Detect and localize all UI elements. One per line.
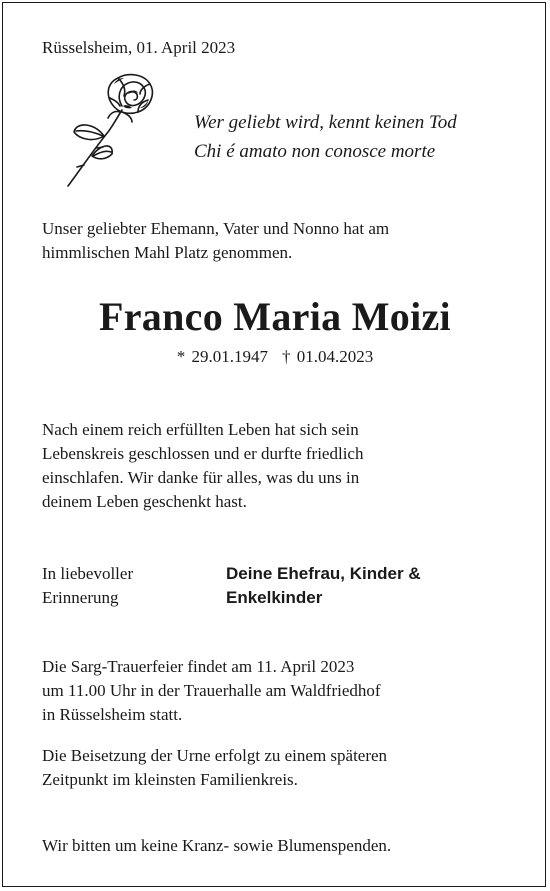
intro-line: Unser geliebter Ehemann, Vater und Nonno hat am xyxy=(42,219,390,238)
signers-line: Enkelkinder xyxy=(226,588,323,607)
deceased-name: Franco Maria Moizi xyxy=(99,294,451,339)
burial-line: Die Beisetzung der Urne erfolgt zu einem späteren xyxy=(42,746,388,765)
memory-label-line: Erinnerung xyxy=(42,588,119,607)
ceremony-line: in Rüsselsheim statt. xyxy=(42,705,183,724)
quote-line-german: Wer geliebt wird, kennt keinen Tod xyxy=(194,112,457,133)
intro-line: himmlischen Mahl Platz genommen. xyxy=(42,243,293,262)
life-text-line: Nach einem reich erfüllten Leben hat sich sein xyxy=(42,420,359,439)
ceremony-line: um 11.00 Uhr in der Trauerhalle am Waldfriedhof xyxy=(42,681,381,700)
life-text xyxy=(42,418,363,514)
memory-label xyxy=(42,562,133,610)
signers-line: Deine Ehefrau, Kinder & xyxy=(226,564,421,583)
life-dates xyxy=(0,345,550,369)
signers xyxy=(226,562,421,610)
burial-line: Zeitpunkt im kleinsten Familienkreis. xyxy=(42,770,298,789)
quote xyxy=(194,108,457,166)
life-text-line: einschlafen. Wir danke für alles, was du uns in xyxy=(42,468,360,487)
place-date: Rüsselsheim, 01. April 2023 xyxy=(42,38,236,57)
intro-text xyxy=(42,217,389,265)
quote-line-italian: Chi é amato non conosce morte xyxy=(194,141,436,162)
rose-icon xyxy=(40,70,165,190)
ceremony-line: Die Sarg-Trauerfeier findet am 11. April 2023 xyxy=(42,657,355,676)
memory-label-line: In liebevoller xyxy=(42,564,134,583)
life-text-line: deinem Leben geschenkt hast. xyxy=(42,492,247,511)
life-text-line: Lebenskreis geschlossen und er durfte friedlich xyxy=(42,444,364,463)
death-date: † 01.04.2023 xyxy=(282,347,374,366)
ceremony-info xyxy=(42,655,381,727)
birth-date: * 29.01.1947 xyxy=(176,347,268,366)
donation-request: Wir bitten um keine Kranz- sowie Blumenspenden. xyxy=(42,836,392,855)
burial-info xyxy=(42,744,387,792)
